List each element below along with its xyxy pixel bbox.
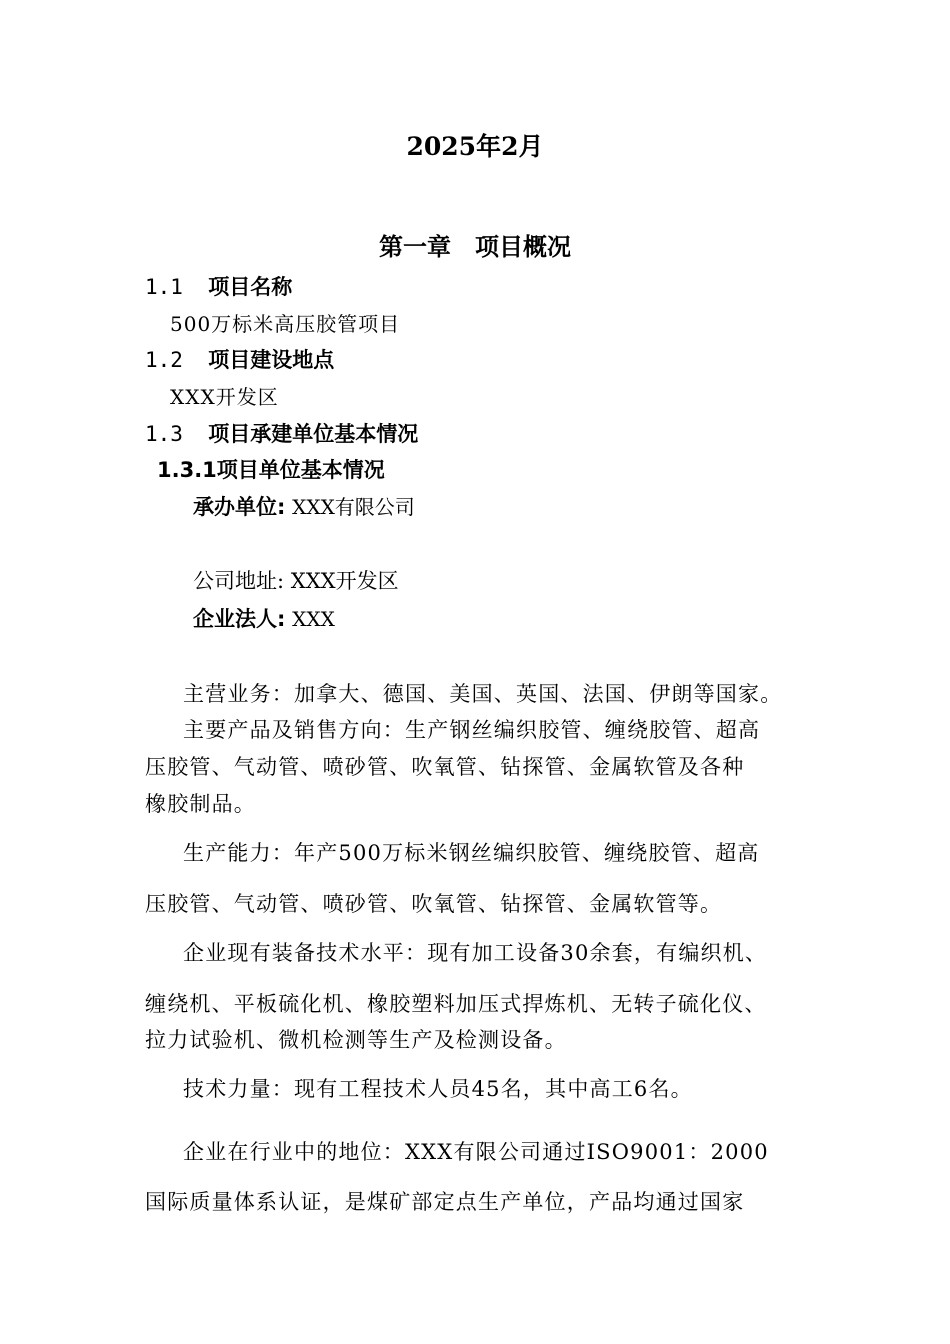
section-number: 1.1 [145, 275, 183, 299]
legal-row [193, 609, 335, 630]
org-row [193, 497, 415, 518]
paragraph-line: 技术力量：现有工程技术人员45名，其中高工6名。 [183, 1077, 693, 1101]
project-name: 500万标米高压胶管项目 [170, 312, 401, 336]
paragraph-line: 国际质量体系认证，是煤矿部定点生产单位，产品均通过国家 [145, 1190, 745, 1214]
section-number: 1.3 [145, 422, 183, 446]
paragraph-line: 生产能力：年产500万标米钢丝编织胶管、缠绕胶管、超高 [183, 841, 760, 865]
paragraph-line: 压胶管、气动管、喷砂管、吹氧管、钻探管、金属软管等。 [145, 892, 723, 916]
project-location: XXX开发区 [170, 385, 279, 409]
chapter-title: 第一章 项目概况 [379, 233, 571, 261]
section-title: 项目名称 [208, 275, 293, 299]
org-label: 承办单位: [193, 495, 286, 519]
paragraph-line: 拉力试验机、微机检测等生产及检测设备。 [145, 1028, 567, 1052]
legal-value: XXX [292, 607, 335, 631]
section-title: 项目承建单位基本情况 [208, 422, 419, 446]
document-date: 2025年2月 [406, 132, 544, 161]
section-1-3-heading [145, 424, 418, 445]
paragraph-line: 企业现有装备技术水平：现有加工设备30余套，有编织机、 [183, 941, 768, 965]
paragraph-line: 主营业务：加拿大、德国、美国、英国、法国、伊朗等国家。 [183, 682, 783, 706]
paragraph-line: 压胶管、气动管、喷砂管、吹氧管、钻探管、金属软管及各种 [145, 755, 745, 779]
section-title: 项目建设地点 [208, 348, 335, 372]
paragraph-line: 企业在行业中的地位：XXX有限公司通过ISO9001：2000 [183, 1140, 769, 1164]
address-row [193, 571, 399, 592]
paragraph-line: 橡胶制品。 [145, 792, 256, 816]
org-value: XXX有限公司 [292, 495, 415, 519]
address-value: XXX开发区 [290, 569, 399, 593]
section-number: 1.2 [145, 348, 183, 372]
paragraph-line: 主要产品及销售方向：生产钢丝编织胶管、缠绕胶管、超高 [183, 718, 761, 742]
legal-label: 企业法人: [193, 607, 286, 631]
section-1-1-heading [145, 277, 292, 298]
paragraph-line: 缠绕机、平板硫化机、橡胶塑料加压式捍炼机、无转子硫化仪、 [145, 992, 767, 1016]
address-label: 公司地址: [193, 569, 285, 593]
section-1-3-1-heading: 1.3.1项目单位基本情况 [157, 458, 385, 482]
section-1-2-heading [145, 350, 334, 371]
